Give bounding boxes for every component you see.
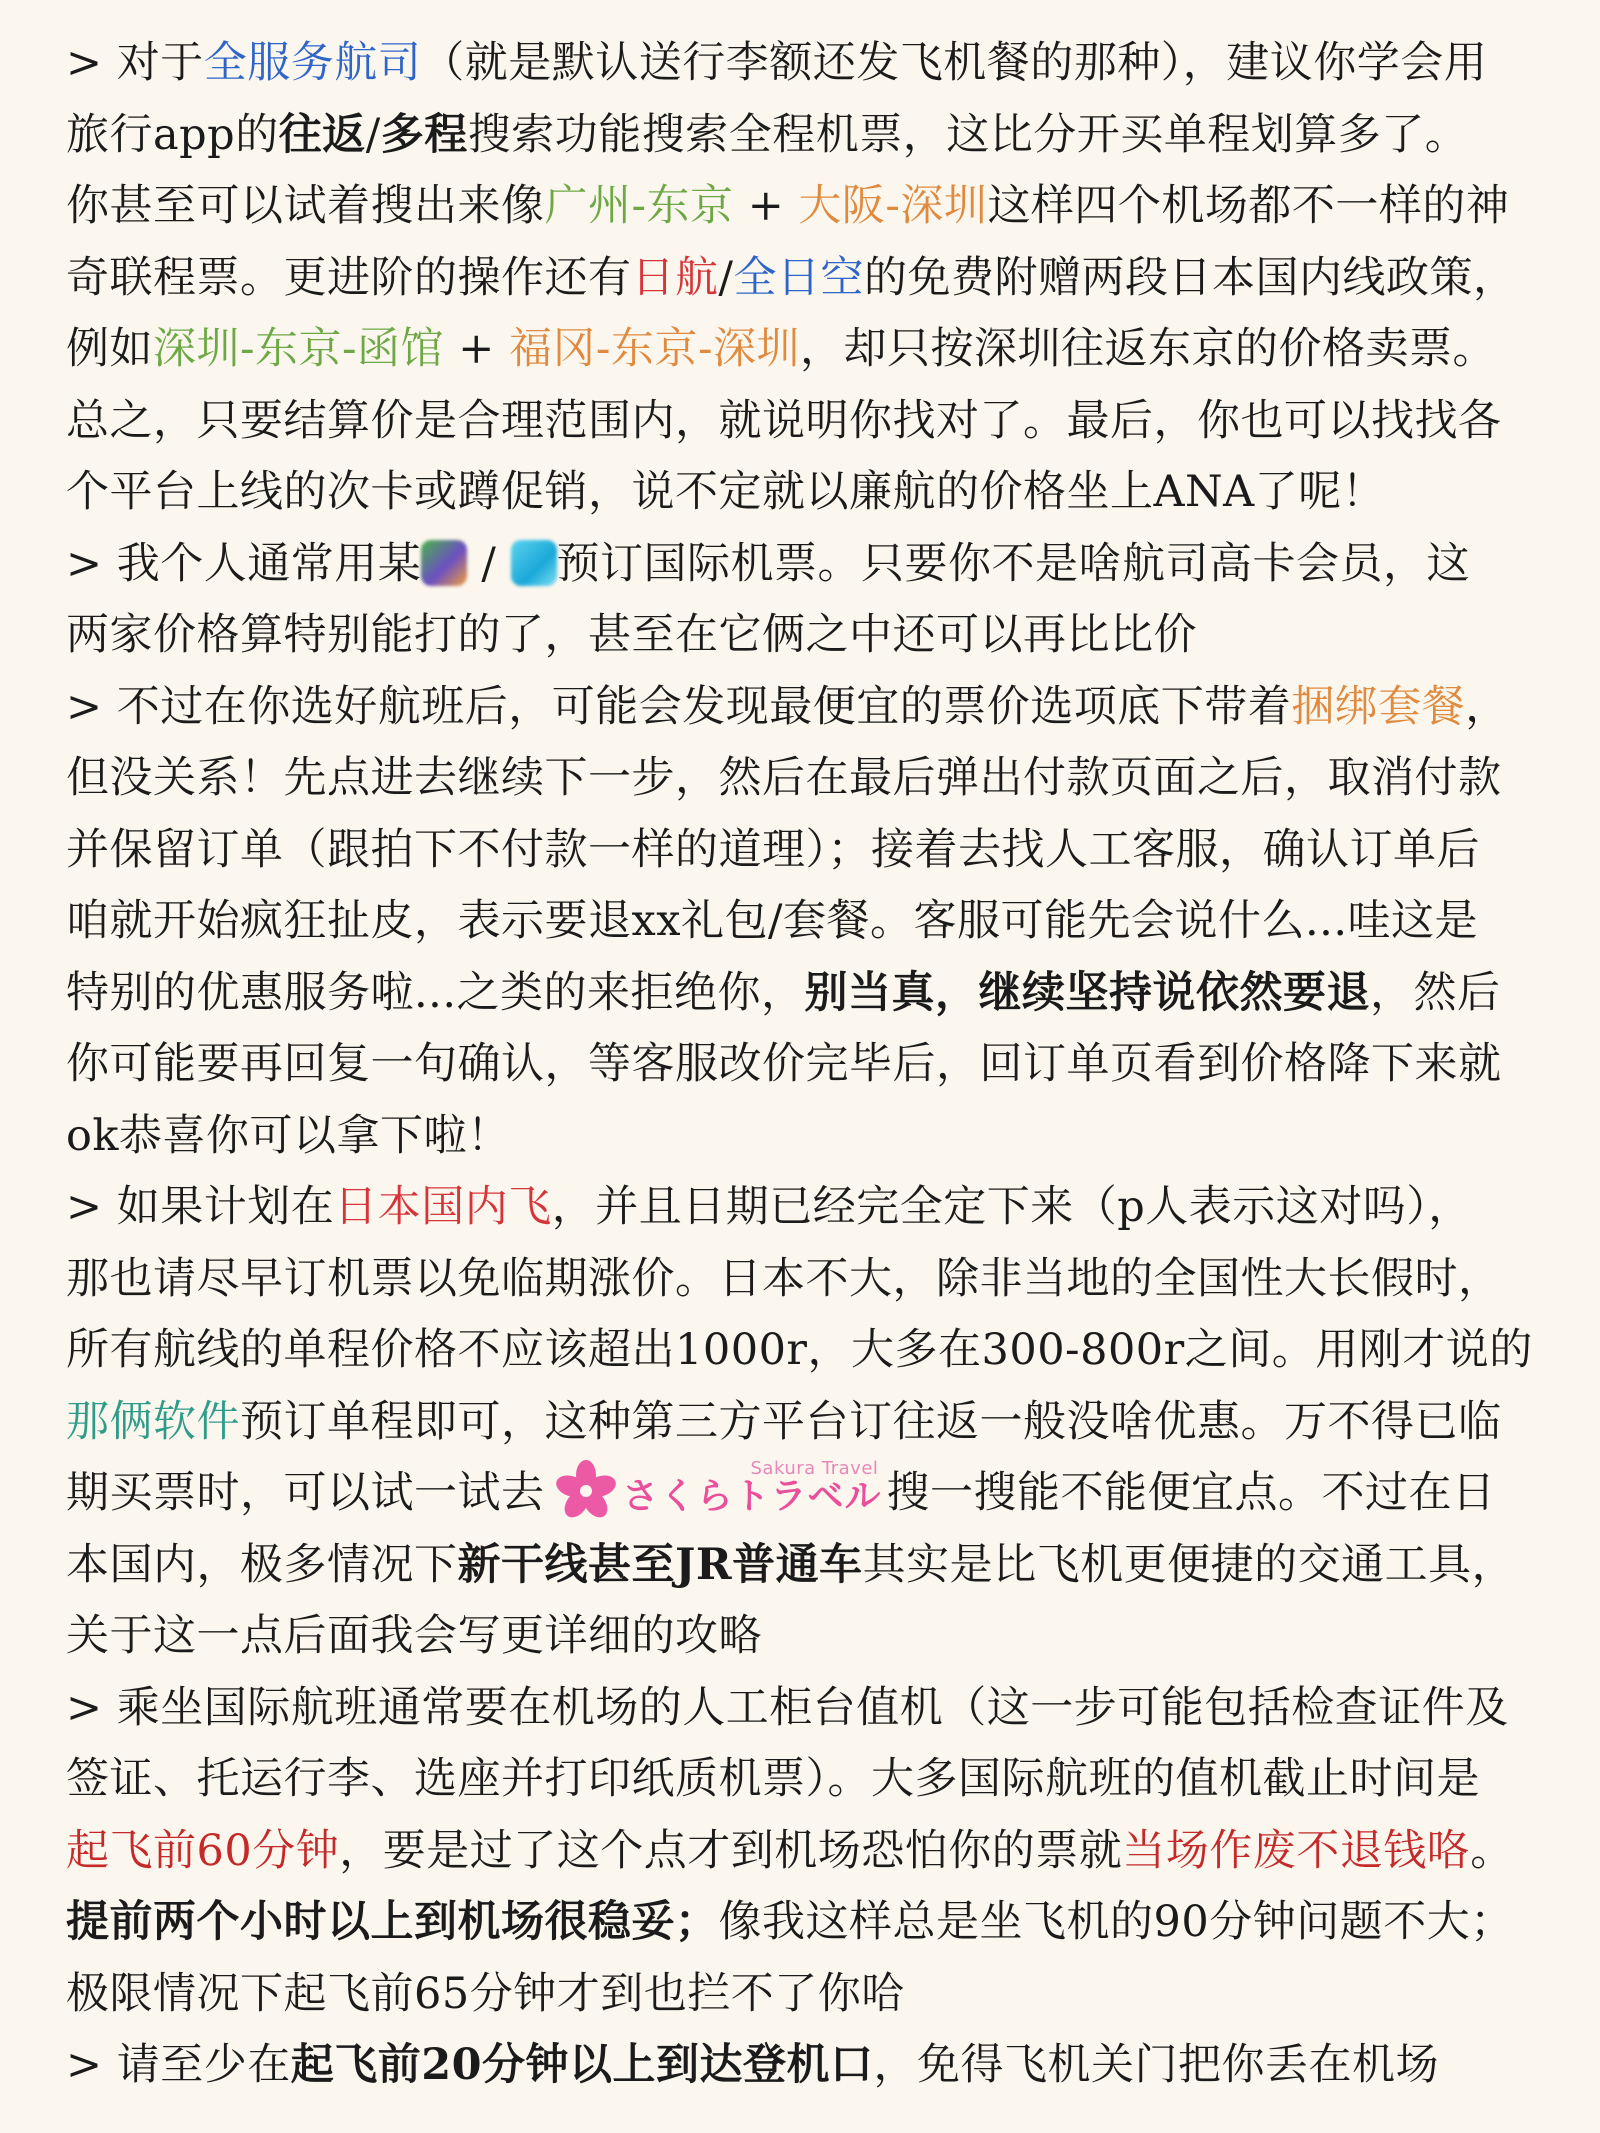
text-segment: 并保留订单（跟拍下不付款一样的道理）；接着去找人工客服，确认订单后 (66, 824, 1480, 875)
text-segment: 但没关系！先点进去继续下一步，然后在最后弹出付款页面之后，取消付款 (66, 753, 1502, 803)
highlight-text: 大阪-深圳 (798, 181, 988, 231)
text-segment: 那也请尽早订机票以免临期涨价。日本不大，除非当地的全国性大长假时， (66, 1253, 1502, 1304)
text-line (66, 243, 1560, 315)
highlight-text: 起飞前60分钟 (66, 1825, 340, 1876)
sakura-logo-en: Sakura Travel (750, 1458, 879, 1479)
text-line (66, 1458, 1560, 1530)
highlight-text: 深圳-东京-函馆 (153, 324, 445, 374)
text-line (66, 1816, 1560, 1888)
text-segment: 例如 (66, 324, 153, 374)
highlight-text: 日本国内飞 (334, 1182, 552, 1232)
text-segment: > 乘坐国际航班通常要在机场的人工柜台值机（这一步可能包括检查证件及 (66, 1682, 1509, 1733)
text-segment: > 如果计划在 (66, 1182, 335, 1232)
text-line (66, 1315, 1560, 1387)
text-line (66, 1959, 1560, 2031)
text-segment: 预订单程即可，这种第三方平台订往返一般没啥优惠。万不得已临 (240, 1396, 1502, 1447)
text-line (66, 171, 1560, 243)
text-line (66, 386, 1560, 458)
text-segment: 两家价格算特别能打的了，甚至在它俩之中还可以再比比价 (66, 610, 1197, 660)
app-icon (511, 540, 557, 586)
highlight-text: 全日空 (733, 252, 864, 303)
text-segment: 预订国际机票。只要你不是啥航司高卡会员，这 (556, 538, 1471, 589)
text-segment: 特别的优惠服务啦...之类的来拒绝你， (66, 967, 805, 1018)
text-segment: 签证、托运行李、选座并打印纸质机票）。大多国际航班的值机截止时间是 (66, 1754, 1480, 1804)
text-segment: / (467, 538, 511, 589)
text-line (66, 1029, 1560, 1101)
text-line (66, 886, 1560, 958)
text-line (66, 457, 1560, 529)
text-segment: ，然后 (1370, 967, 1501, 1018)
app-icon (421, 540, 467, 586)
text-segment: 。 (1470, 1825, 1514, 1876)
text-segment: 旅行app的 (66, 109, 279, 160)
text-segment: 这样四个机场都不一样的神 (987, 181, 1510, 231)
text-segment: ， (1465, 681, 1509, 732)
text-segment: ，免得飞机关门把你丢在机场 (873, 2040, 1440, 2090)
text-segment: 奇联程票。更进阶的操作还有 (66, 252, 632, 303)
text-segment: 咱就开始疯狂扯皮，表示要退xx礼包/套餐。客服可能先会说什么...哇这是 (66, 896, 1478, 946)
highlight-text: 日航 (631, 252, 719, 303)
text-line (66, 600, 1560, 672)
text-line (66, 815, 1560, 887)
text-segment: ，要是过了这个点才到机场恐怕你的票就 (339, 1825, 1123, 1876)
text-segment: 你甚至可以试着搜出来像 (66, 181, 545, 231)
text-segment: ，却只按深圳往返东京的价格卖票。 (800, 324, 1496, 374)
bold-text: 往返 (278, 109, 366, 160)
bold-text: 新干线甚至JR普通车 (457, 1539, 863, 1590)
text-segment: 其实是比飞机更便捷的交通工具， (862, 1539, 1516, 1590)
text-segment: / (718, 252, 734, 303)
text-segment: > 我个人通常用某 (66, 538, 422, 589)
text-segment: 的免费附赠两段日本国内线政策， (864, 252, 1517, 303)
text-line (66, 1244, 1560, 1316)
text-segment: > 不过在你选好航班后，可能会发现最便宜的票价选项底下带着 (66, 681, 1292, 732)
text-line (66, 1887, 1560, 1959)
text-line (66, 1530, 1560, 1602)
text-segment: ok恭喜你可以拿下啦！ (66, 1110, 511, 1161)
text-line (66, 314, 1560, 386)
text-line (66, 2030, 1560, 2102)
text-line (66, 100, 1560, 172)
text-segment: + (733, 181, 799, 231)
text-segment: 所有航线的单程价格不应该超出1000r，大多在300-800r之间。用刚才说的 (66, 1325, 1533, 1375)
text-line (66, 1387, 1560, 1459)
text-segment: > 请至少在 (66, 2040, 291, 2090)
text-segment: 搜索功能搜索全程机票，这比分开买单程划算多了。 (467, 109, 1469, 160)
text-line (66, 1172, 1560, 1244)
highlight-text: 福冈-东京-深圳 (508, 324, 800, 374)
bold-text: 多程 (380, 109, 468, 160)
text-segment: 极限情况下起飞前65分钟才到也拦不了你哈 (66, 1968, 905, 2019)
text-segment: 关于这一点后面我会写更详细的攻略 (66, 1611, 762, 1661)
sakura-travel-logo (551, 1459, 881, 1521)
bold-text: 提前两个小时以上到机场很稳妥； (66, 1897, 719, 1947)
text-line (66, 1744, 1560, 1816)
text-segment: > 对于 (66, 38, 204, 88)
text-line (66, 1101, 1560, 1173)
text-line (66, 28, 1560, 100)
text-segment: 搜一搜能不能便宜点。不过在日 (886, 1468, 1496, 1518)
bold-text: 起飞前20分钟以上到达登机口 (290, 2040, 874, 2090)
highlight-text: 全服务航司 (203, 38, 422, 88)
text-segment: （就是默认送行李额还发飞机餐的那种），建议你学会用 (421, 38, 1488, 88)
highlight-text: 那俩软件 (66, 1396, 240, 1447)
text-segment: 你可能要再回复一句确认，等客服改价完毕后，回订单页看到价格降下来就 (66, 1039, 1502, 1089)
text-line (66, 1601, 1560, 1673)
bold-text: 别当真，继续坚持说依然要退 (804, 967, 1371, 1018)
highlight-text: 捆绑套餐 (1291, 681, 1466, 732)
text-segment: / (365, 109, 381, 160)
text-line (66, 529, 1560, 601)
text-segment: ，并且日期已经完全定下来（p人表示这对吗）， (551, 1182, 1472, 1232)
text-segment: 个平台上线的次卡或蹲促销，说不定就以廉航的价格坐上ANA了呢！ (66, 467, 1386, 517)
text-line (66, 672, 1560, 744)
text-segment: 总之，只要结算价是合理范围内，就说明你找对了。最后，你也可以找找各 (66, 395, 1502, 446)
sakura-logo-jp: さくらトラベル (622, 1476, 882, 1517)
text-line (66, 958, 1560, 1030)
text-segment: + (444, 324, 509, 374)
text-segment: 本国内，极多情况下 (66, 1539, 458, 1590)
highlight-text: 广州-东京 (544, 181, 734, 231)
highlight-text: 当场作废不退钱咯 (1122, 1825, 1471, 1876)
text-segment: 像我这样总是坐飞机的90分钟问题不大； (718, 1897, 1514, 1947)
text-line (66, 743, 1560, 815)
text-line (66, 1673, 1560, 1745)
text-segment: 期买票时，可以试一试去 (66, 1468, 545, 1518)
